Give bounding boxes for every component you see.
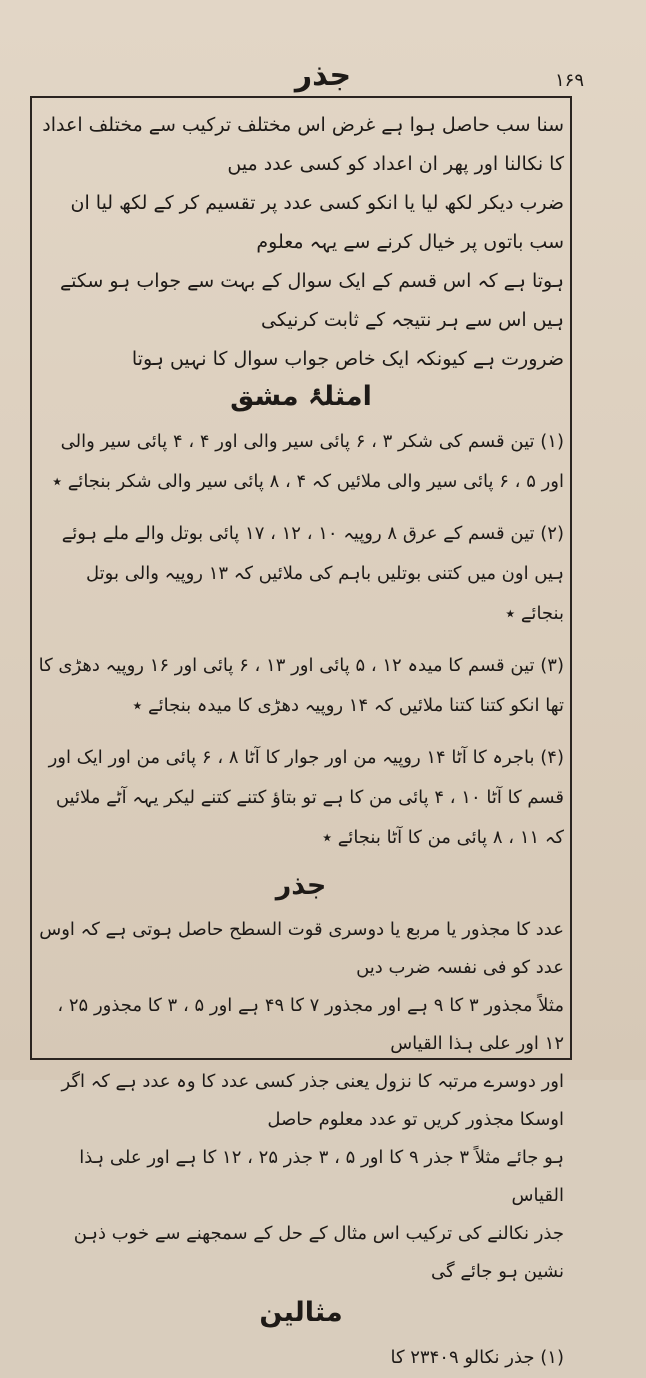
exercise-item (38, 422, 564, 502)
examples-heading: مثالین (259, 1297, 343, 1328)
exercise-text: تین قسم کا میدہ ۱۲ ، ۵ پائی اور ۱۳ ، ۶ پائی اور ۱۶ روپیہ دھڑی کا تھا انکو کتنا کتنا ملائیں کہ ۱۴ روپیہ دھڑی کا میدہ بنجائے ٭ (38, 655, 564, 716)
exercise-number: (۴) (540, 747, 564, 768)
page-content (38, 104, 564, 1378)
intro-line-1: سنا سب حاصل ہوا ہے غرض اس مختلف ترکیب سے مختلف اعداد کا نکالنا اور پھر ان اعداد کو کسی عدد میں (42, 114, 564, 175)
roots-line-2: مثلاً مجذور ۳ کا ۹ ہے اور مجذور ۷ کا ۴۹ ہے اور ۵ ، ۳ کا مجذور ۲۵ ، ۱۲ اور علی ہذا القیاس (57, 995, 564, 1054)
exercise-item (38, 646, 564, 726)
exercise-text: باجرہ کا آٹا ۱۴ روپیہ من اور جوار کا آٹا ۸ ، ۶ پائی من اور ایک اور قسم کا آٹا ۱۰ ، ۴ پائی من کا ہے تو بتاؤ کتنے کتنے لیکر یہہ آٹے ملائیں کہ ۱۱ ، ۸ پائی من کا آٹا بنجائے ٭ (48, 747, 564, 848)
exercises-heading: امثلۂ مشق (230, 381, 372, 412)
page-number: ۱۶۹ (554, 70, 584, 91)
intro-line-2: ضرب دیکر لکھ لیا یا انکو کسی عدد پر تقسیم کر کے لکھ لیا ان سب باتوں پر خیال کرنے سے یہہ معلوم (70, 192, 564, 253)
exercise-item (38, 738, 564, 858)
page-title: جذر (294, 58, 352, 93)
exercise-text: تین قسم کے عرق ۸ روپیہ ۱۰ ، ۱۲ ، ۱۷ پائی بوتل والے ملے ہوئے ہیں اون میں کتنی بوتلیں باہم کی ملائیں کہ ۱۳ روپیہ والی بوتل بنجائے ٭ (61, 523, 564, 624)
exercise-number: (۲) (540, 523, 564, 544)
roots-line-3: اور دوسرے مرتبہ کا نزول یعنی جذر کسی عدد کا وہ عدد ہے کہ اگر اوسکا مجذور کریں تو عدد معلوم حاصل (61, 1071, 564, 1130)
exercise-number: (۱) (540, 431, 564, 452)
roots-line-5: جذر نکالنے کی ترکیب اس مثال کے حل کے سمجھنے سے خوب ذہن نشین ہو جائے گی (73, 1223, 564, 1282)
exercise-text: تین قسم کی شکر ۳ ، ۶ پائی سیر والی اور ۴ ، ۴ پائی سیر والی اور ۵ ، ۶ پائی سیر والی ملائیں کہ ۴ ، ۸ پائی سیر والی شکر بنجائے ٭ (52, 431, 564, 492)
roots-line-1: عدد کا مجذور یا مربع یا دوسری قوت السطح حاصل ہوتی ہے کہ اوس عدد کو فی نفسہ ضرب دیں (39, 919, 564, 978)
roots-heading: جذر (275, 870, 327, 901)
exercise-number: (۳) (540, 655, 564, 676)
example-1: (۱) جذر نکالو ۲۳۴۰۹ کا (390, 1347, 564, 1368)
roots-line-4: ہو جائے مثلاً ۳ جذر ۹ کا اور ۵ ، ۳ جذر ۲۵ ، ۱۲ کا ہے اور علی ہذا القیاس (79, 1147, 564, 1206)
intro-line-3: ہوتا ہے کہ اس قسم کے ایک سوال کے بہت سے جواب ہو سکتے ہیں اس سے ہر نتیجہ کے ثابت کرنیکی (60, 270, 564, 331)
exercise-item (38, 514, 564, 634)
intro-line-4: ضرورت ہے کیونکہ ایک خاص جواب سوال کا نہیں ہوتا (131, 348, 564, 370)
